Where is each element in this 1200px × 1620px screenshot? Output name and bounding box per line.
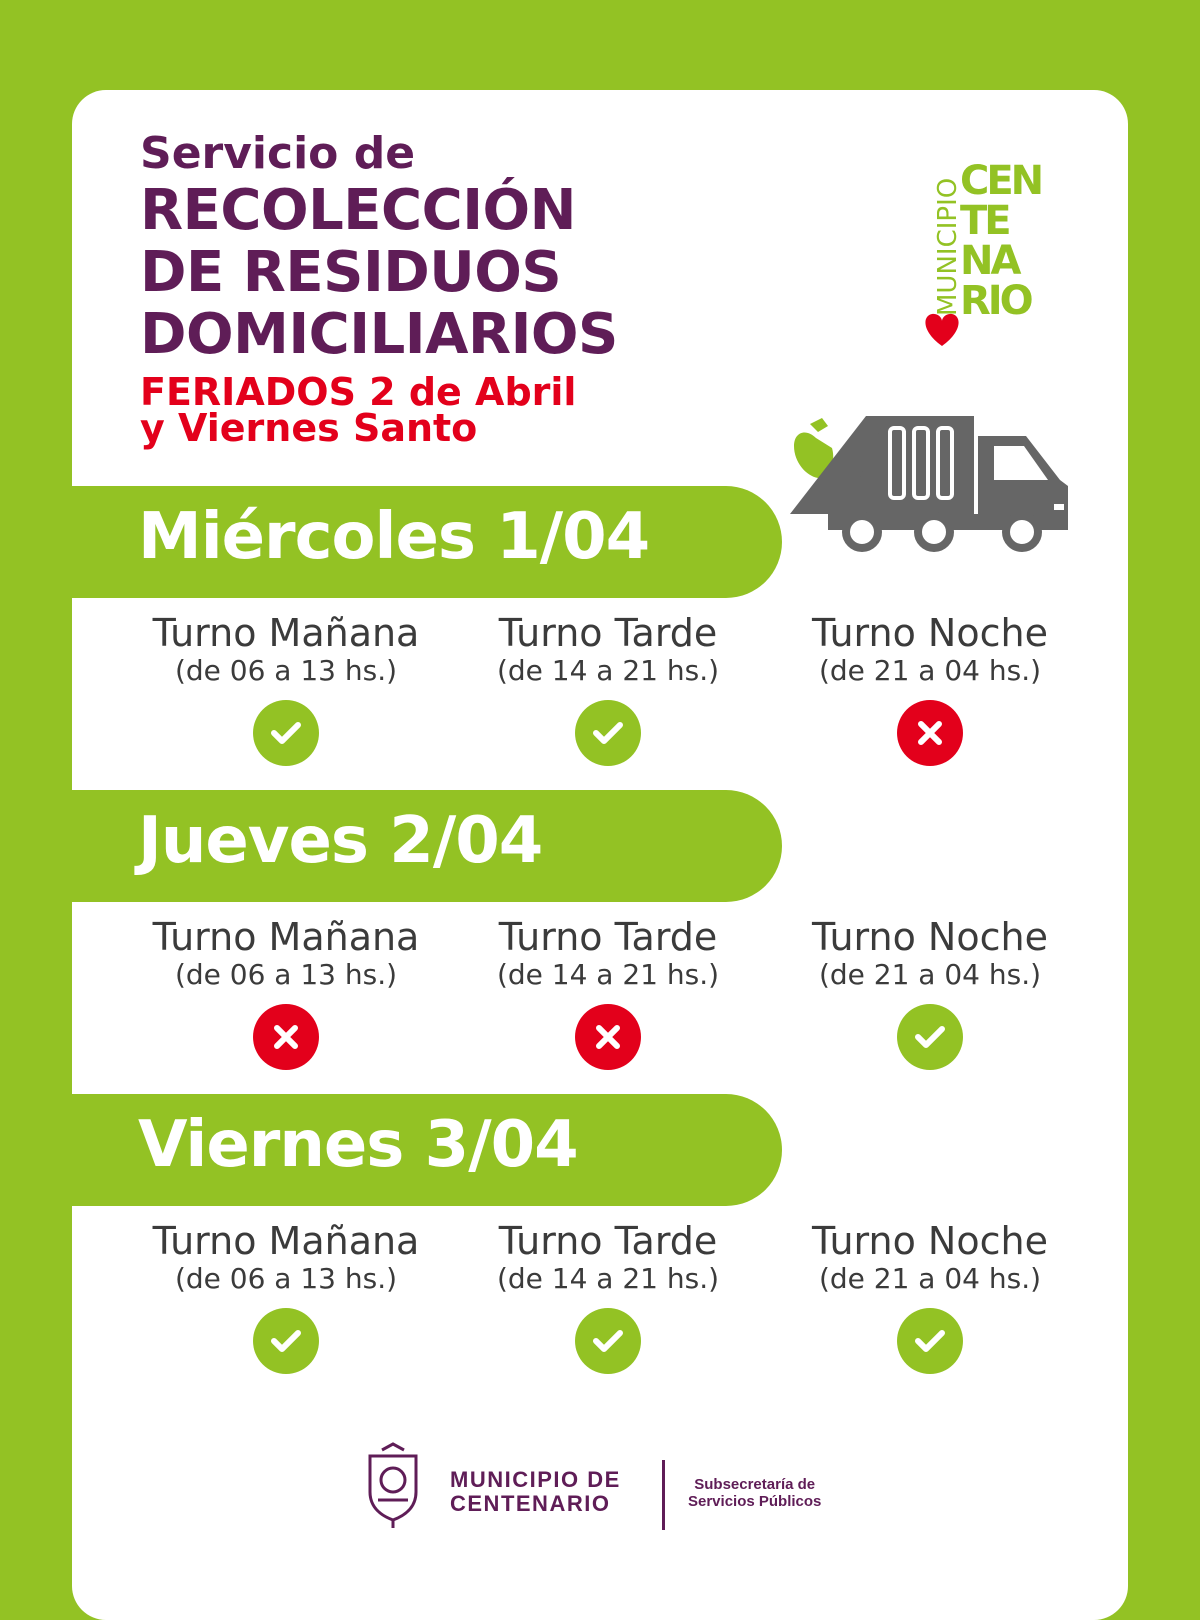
day-label-3: Viernes 3/04 [138, 1108, 578, 1182]
check-icon [253, 1308, 319, 1374]
shift-name: Turno Tarde [498, 915, 718, 959]
day-label-2: Jueves 2/04 [138, 804, 543, 878]
title-line-1: Servicio de [140, 128, 416, 179]
municipality-name [450, 1468, 621, 1516]
shift-cell [458, 1220, 758, 1374]
check-icon [897, 1308, 963, 1374]
shift-name: Turno Mañana [152, 611, 420, 655]
shift-name: Turno Tarde [498, 1219, 718, 1263]
shift-hours: (de 21 a 04 hs.) [818, 1262, 1042, 1295]
page-title [140, 128, 618, 450]
shift-cell [136, 1220, 436, 1374]
municipality-line-2: CENTENARIO [450, 1491, 611, 1516]
shift-hours: (de 06 a 13 hs.) [174, 958, 398, 991]
shift-cell [136, 916, 436, 1070]
logo-row-2: TE [960, 198, 1009, 244]
cross-icon [253, 1004, 319, 1070]
subsecretaria-line-2: Servicios Públicos [688, 1493, 822, 1510]
cross-icon [575, 1004, 641, 1070]
day-label-1: Miércoles 1/04 [138, 500, 650, 574]
shift-name: Turno Tarde [498, 611, 718, 655]
shift-name: Turno Noche [812, 1219, 1048, 1263]
check-icon [575, 1308, 641, 1374]
shift-hours: (de 14 a 21 hs.) [496, 654, 720, 687]
municipality-line-1: MUNICIPIO DE [450, 1467, 621, 1492]
title-line-4: DOMICILIARIOS [140, 302, 618, 367]
day-header-1 [72, 486, 782, 598]
check-icon [897, 1004, 963, 1070]
shift-cell [780, 1220, 1080, 1374]
shift-cell [458, 916, 758, 1070]
title-line-2: RECOLECCIÓN [140, 178, 577, 243]
logo-row-3: NA [960, 238, 1019, 284]
shift-name: Turno Noche [812, 611, 1048, 655]
municipio-centenario-logo [924, 156, 1064, 356]
logo-row-1: CEN [960, 158, 1042, 204]
shift-hours: (de 21 a 04 hs.) [818, 654, 1042, 687]
shift-name: Turno Mañana [152, 1219, 420, 1263]
check-icon [253, 700, 319, 766]
shift-hours: (de 14 a 21 hs.) [496, 1262, 720, 1295]
shift-hours: (de 14 a 21 hs.) [496, 958, 720, 991]
shift-name: Turno Mañana [152, 915, 420, 959]
day-header-3 [72, 1094, 782, 1206]
shift-cell [458, 612, 758, 766]
shift-hours: (de 21 a 04 hs.) [818, 958, 1042, 991]
logo-vertical-text: MUNICIPIO [933, 177, 963, 316]
heart-icon [925, 314, 958, 346]
garbage-truck-icon [788, 406, 1088, 566]
footer-divider [662, 1460, 665, 1530]
shift-hours: (de 06 a 13 hs.) [174, 1262, 398, 1295]
subsecretaria-name [688, 1476, 821, 1510]
shift-cell [780, 612, 1080, 766]
holiday-line-1: FERIADOS 2 de Abril [140, 370, 577, 414]
footer [362, 1442, 862, 1532]
check-icon [575, 700, 641, 766]
day-header-2 [72, 790, 782, 902]
municipal-seal-icon [362, 1442, 424, 1528]
cross-icon [897, 700, 963, 766]
shift-cell [780, 916, 1080, 1070]
holiday-line-2: y Viernes Santo [140, 406, 478, 450]
shift-cell [136, 612, 436, 766]
subsecretaria-line-1: Subsecretaría de [694, 1476, 816, 1493]
shift-name: Turno Noche [812, 915, 1048, 959]
logo-row-4: RIO [960, 278, 1031, 324]
title-line-3: DE RESIDUOS [140, 240, 562, 305]
shift-hours: (de 06 a 13 hs.) [174, 654, 398, 687]
